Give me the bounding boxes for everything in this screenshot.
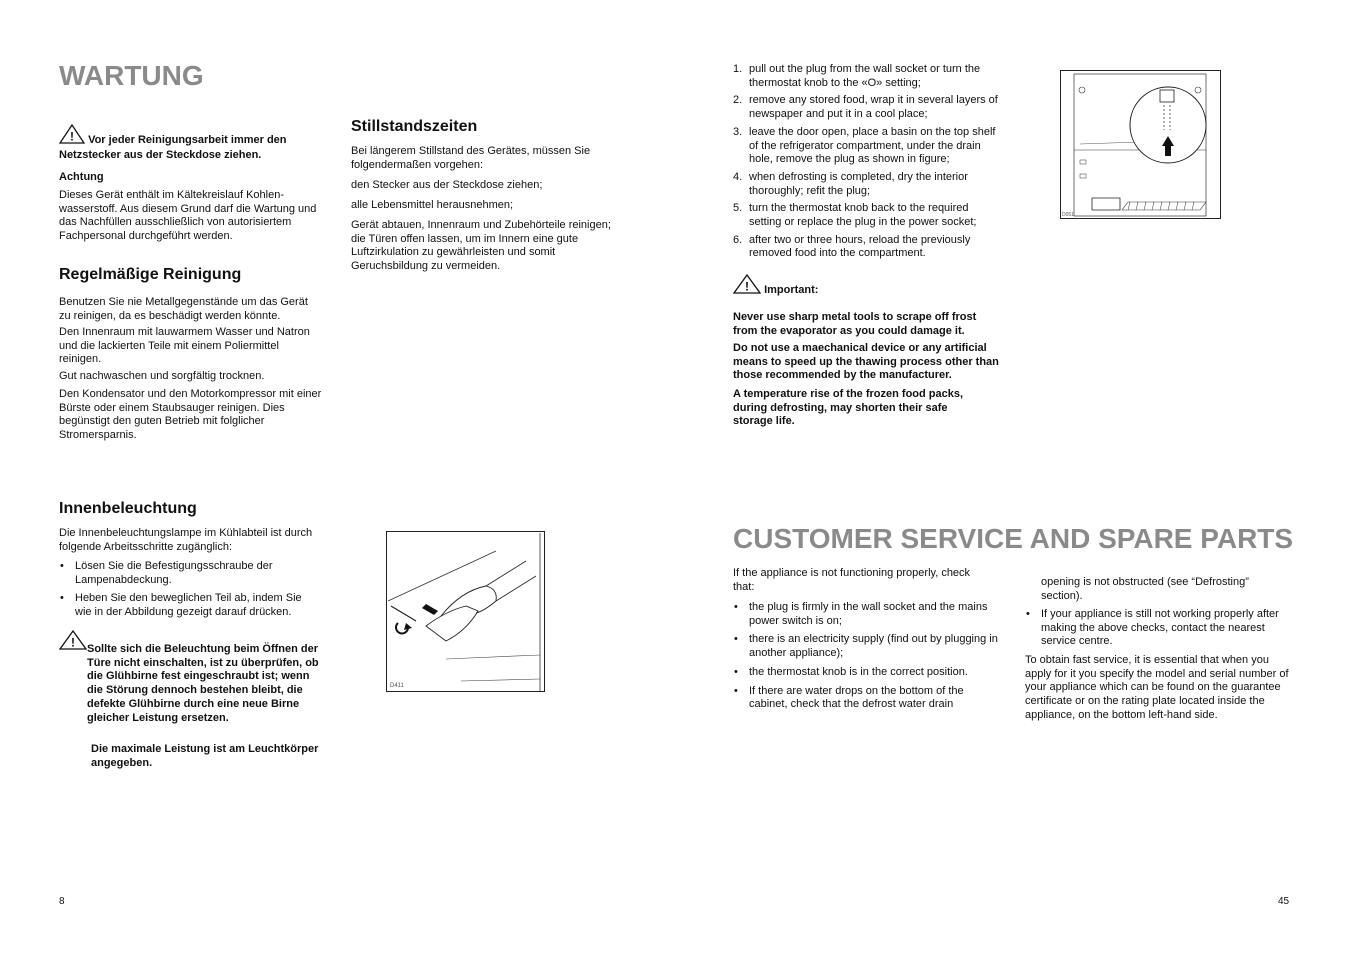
step-number: 2. (733, 94, 743, 107)
service-intro: If the appliance is not functioning properly, check that: (733, 567, 971, 593)
reinigung-p2: Den Innenraum mit lauwarmem Wasser und Natron und die lackierten Teile mit einem Poliermittel reinigen. (59, 326, 310, 366)
list-item (733, 94, 999, 121)
warning-beleuchtung-icon-wrap (59, 630, 87, 655)
list-item: • Lösen Sie die Befestigungsschraube der Lampenabdeckung. (59, 560, 321, 587)
list-item (733, 171, 999, 198)
list-item (733, 234, 999, 261)
lamp-figure (386, 531, 546, 693)
service-bullet-continued: opening is not obstructed (see “Defrosting” section). (1041, 576, 1249, 602)
stillstand-p1: Bei längerem Stillstand des Gerätes, müssen Sie folgendermaßen vorgehen: (351, 145, 591, 171)
service-closing: To obtain fast service, it is essential that when you apply for it you specify the model and serial number of your appliance which can be found on the guarantee certificate or on the rating plate located inside the appliance, on the bottom left-hand side. (1025, 654, 1289, 721)
svg-text:!: ! (745, 279, 749, 294)
reinigung-p1: Benutzen Sie nie Metallgegenstände um das Gerät zu reinigen, da es beschädigt werden könnte. (59, 296, 308, 322)
important-label: Important: (764, 284, 819, 296)
figure-code-d411: D411 (390, 683, 404, 689)
step-text: remove any stored food, wrap it in several layers of newspaper and put it in a cool place; (749, 94, 998, 121)
beleuchtung-list (59, 560, 321, 625)
important-p2: Do not use a maechanical device or any artificial means to speed up the thawing process other than those recommended by the manufacturer. (733, 342, 999, 382)
svg-text:!: ! (71, 635, 75, 650)
achtung-label: Achtung (59, 171, 104, 183)
list-item (733, 126, 999, 167)
list-item (733, 202, 999, 229)
figure-code-d051: D051 (1062, 212, 1074, 218)
svg-text:!: ! (70, 129, 74, 144)
beleuchtung-intro: Die Innenbeleuchtungslampe im Kühlabteil ist durch folgende Arbeitsschritte zugänglich: (59, 527, 313, 553)
stillstand-p3: alle Lebensmittel herausnehmen; (351, 199, 514, 211)
page-number-left: 8 (59, 896, 65, 907)
warning-cleaning-text: Vor jeder Reinigungsarbeit immer den Netzstecker aus der Steckdose ziehen. (59, 134, 287, 161)
page-title-wartung: WARTUNG (59, 60, 204, 91)
step-number: 5. (733, 202, 743, 215)
warning-beleuchtung-text2: Die maximale Leistung ist am Leuchtkörper angegeben. (91, 743, 319, 769)
page-number-right: 45 (1278, 896, 1290, 907)
step-text: after two or three hours, reload the previously removed food into the compartment. (749, 233, 971, 260)
heading-beleuchtung: Innenbeleuchtung (59, 500, 197, 517)
step-text: pull out the plug from the wall socket or turn the thermostat knob to the «O» setting; (749, 63, 981, 89)
warning-beleuchtung-text: Sollte sich die Beleuchtung beim Öffnen der Türe nicht einschalten, ist zu überprüfen, ob die Glühbirne fest eingeschraubt ist; wenn die Störung dennoch bestehen bleibt, die defekte Glühbirne durch eine neue Birne gleicher Leistung ersetzen. (87, 643, 319, 724)
warning-triangle-icon (59, 630, 87, 655)
step-text: turn the thermostat knob back to the required setting or replace the plug in the power socket; (749, 202, 977, 229)
achtung-text: Dieses Gerät enthält im Kältekreislauf Kohlenwasserstoff. Aus diesem Grund darf die Wartung und das Nachfüllen ausschließlich von autorisiertem Fachpersonal durchgeführt werden. (59, 189, 317, 243)
stillstand-p4: Gerät abtauen, Innenraum und Zubehörteile reinigen; die Türen offen lassen, um im Innern eine gute Luftzirkulation zu gewährleisten und somit Geruchsbildung zu vermeiden. (351, 219, 611, 273)
important-p1: Never use sharp metal tools to scrape off frost from the evaporator as you could damage it. (733, 311, 977, 337)
list-item (733, 63, 999, 90)
step-number: 4. (733, 170, 743, 183)
service-checklist-2 (1025, 608, 1291, 654)
list-item: • If there are water drops on the bottom of the cabinet, check that the defrost water drain (733, 685, 999, 712)
step-number: 1. (733, 63, 743, 75)
page-title-service: CUSTOMER SERVICE AND SPARE PARTS (733, 523, 1294, 554)
list-item: • the thermostat knob is in the correct position. (733, 666, 999, 680)
defrost-steps (733, 63, 999, 265)
list-item: • the plug is firmly in the wall socket and the mains power switch is on; (733, 601, 999, 628)
reinigung-p3: Gut nachwaschen und sorgfältig trocknen. (59, 370, 265, 382)
heading-reinigung: Regelmäßige Reinigung (59, 266, 242, 283)
step-number: 6. (733, 233, 743, 246)
list-item: • Heben Sie den beweglichen Teil ab, indem Sie wie in der Abbildung gezeigt darauf drücken. (59, 592, 321, 619)
warning-cleaning (59, 124, 319, 162)
heading-stillstand: Stillstandszeiten (351, 118, 478, 135)
step-text: leave the door open, place a basin on the top shelf of the refrigerator compartment, under the drain hole, remove the plug as shown in figure; (749, 125, 996, 166)
warning-triangle-icon (733, 274, 761, 299)
step-number: 3. (733, 125, 743, 138)
step-text: when defrosting is completed, dry the interior thoroughly; refit the plug; (749, 170, 968, 197)
important-heading (733, 274, 818, 299)
list-item: • If your appliance is still not working properly after making the above checks, contact the nearest service centre. (1025, 608, 1291, 649)
reinigung-p4: Den Kondensator und den Motorkompressor mit einer Bürste oder einem Staubsauger reinigen. Dies begünstigt den guten Betrieb mit folglicher Stromersparnis. (59, 388, 322, 442)
important-p3: A temperature rise of the frozen food packs, during defrosting, may shorten their safe storage life. (733, 388, 964, 428)
warning-triangle-icon (59, 124, 85, 149)
service-checklist (733, 601, 999, 717)
stillstand-p2: den Stecker aus der Steckdose ziehen; (351, 179, 543, 191)
defrost-figure (1060, 70, 1222, 220)
list-item: • there is an electricity supply (find out by plugging in another appliance); (733, 633, 999, 660)
